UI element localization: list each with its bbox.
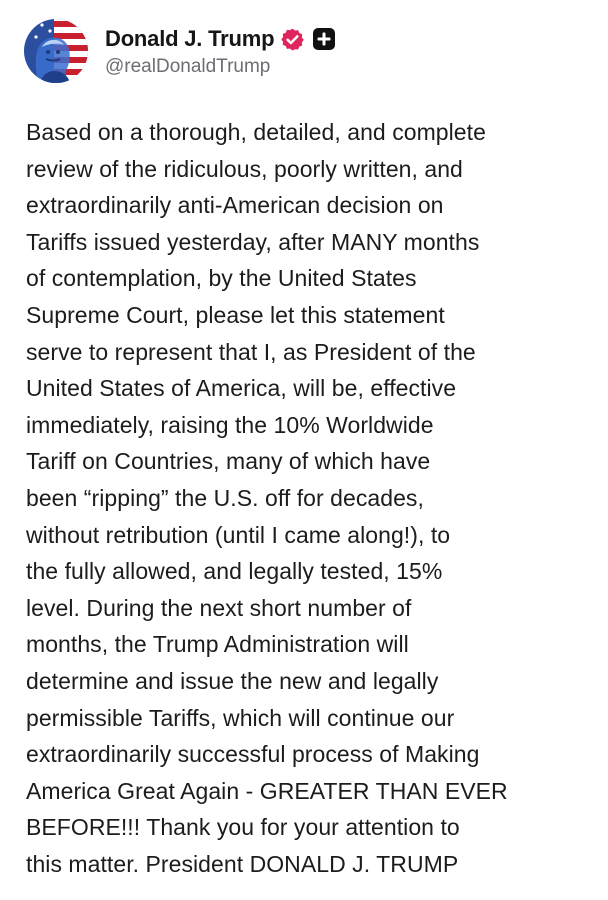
author-handle[interactable]: @realDonaldTrump: [105, 56, 271, 77]
plus-badge-icon: [313, 28, 335, 50]
author-name-row: [105, 24, 335, 54]
avatar[interactable]: [24, 19, 88, 83]
verified-badge-icon: [280, 27, 305, 52]
post-body-text: Based on a thorough, detailed, and complete review of the ridiculous, poorly written, and extraordinarily anti-American decision on Tariffs issued yesterday, after MANY months of contemplation, by the United States Supreme Court, please let this statement serve to represent that I, as President of the United States of America, will be, effective immediately, raising the 10% Worldwide Tariff on Countries, many of which have been “ripping” the U.S. off for decades, without retribution (until I came along!), to the fully allowed, and legally tested, 15% level. During the next short number of months, the Trump Administration will determine and issue the new and legally permissible Tariffs, which will continue our extraordinarily successful process of Making America Great Again - GREATER THAN EVER BEFORE!!! Thank you for your attention to this matter. President DONALD J. TRUMP: [26, 119, 508, 877]
author-identity: [105, 24, 335, 78]
post-header: [24, 16, 335, 86]
author-display-name[interactable]: Donald J. Trump: [105, 26, 275, 51]
avatar-image-icon: [24, 19, 88, 83]
